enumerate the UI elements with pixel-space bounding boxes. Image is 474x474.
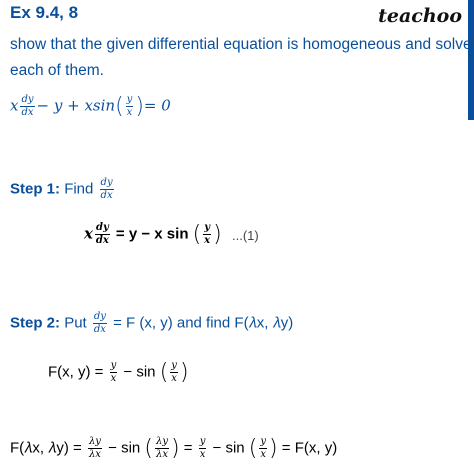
exercise-title: Ex 9.4, 8 bbox=[10, 3, 79, 22]
step1-equation: x $\frac{dy}{dx}$ = y − x sin ( $\frac{y}{x}$ ) bbox=[84, 222, 222, 247]
step1-dydx: $\frac{dy}{dx}$ bbox=[100, 177, 113, 201]
flambda-equation: F(𝜆x, 𝜆y) = $\frac{\text{𝜆y}}{\text{𝜆x}}$ − sin ( $\frac{\text{𝜆y}}{\text{𝜆x}}$ ) = $\frac{y}{x}$ − sin ( $\frac{y}{x}$ ) = F(x, y) bbox=[10, 436, 338, 461]
question-line-1: show that the given differential equation is homogeneous and solve bbox=[10, 36, 472, 53]
question-line-2: each of them. bbox=[10, 62, 104, 79]
step2-label: Step 2: bbox=[10, 314, 61, 332]
question-equation: x $\frac{dy}{dx}$ − y + xsin( $\frac{y}{x}$ )= 0 bbox=[10, 94, 171, 119]
teachoo-logo: teachoo bbox=[378, 5, 462, 27]
fxy-equation: F(x, y) = $\frac{y}{x}$ − sin ( $\frac{y}{x}$ ) bbox=[48, 360, 189, 385]
step1-heading bbox=[10, 178, 116, 201]
edge-accent bbox=[468, 0, 474, 120]
step2-heading: Step 2: Put $\frac{dy}{dx}$ = F (x, y) and find F(𝜆x, 𝜆y) bbox=[10, 311, 294, 335]
equation-ref: ...(1) bbox=[232, 228, 259, 243]
step1-text: Find bbox=[64, 180, 94, 198]
step1-label: Step 1: bbox=[10, 180, 61, 198]
